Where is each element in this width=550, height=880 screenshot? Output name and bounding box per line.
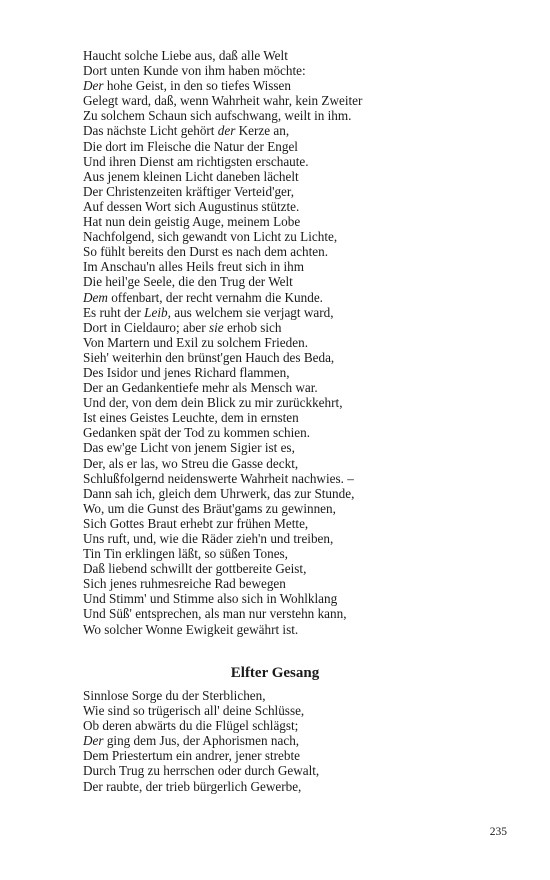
verse-line [83, 108, 503, 123]
verse-text: Es ruht der [83, 304, 145, 320]
verse-text: Durch Trug zu herrschen oder durch Gewalt, [83, 763, 320, 779]
verse-line [83, 516, 503, 531]
verse-text: Dort unten Kunde von ihm haben möchte: [83, 63, 306, 79]
verse-line [83, 184, 503, 199]
verse-text: Hat nun dein geistig Auge, meinem Lobe [83, 214, 301, 230]
verse-text: Sinnlose Sorge du der Sterblichen, [83, 688, 266, 703]
verse-line [83, 93, 503, 108]
verse-text: Im Anschau'n alles Heils freut sich in ihm [83, 259, 305, 275]
verse-line [83, 169, 503, 184]
verse-text: Sieh' weiterhin den brünst'gen Hauch des Beda, [83, 349, 335, 365]
verse-block-before [83, 48, 503, 637]
verse-line [83, 606, 503, 621]
verse-line [83, 123, 503, 138]
verse-line [83, 576, 503, 591]
verse-line [83, 546, 503, 561]
verse-line [83, 320, 503, 335]
verse-emphasis: Der [83, 78, 104, 94]
verse-line [83, 501, 503, 516]
verse-line [83, 748, 503, 763]
canto-heading: Elfter Gesang [230, 665, 320, 681]
verse-text: Der an Gedankentiefe mehr als Mensch war. [83, 380, 318, 396]
verse-line [83, 622, 503, 637]
verse-line [83, 779, 503, 794]
verse-emphasis: Dem [83, 289, 108, 305]
verse-text: Gelegt ward, daß, wenn Wahrheit wahr, kein Zweiter [83, 93, 363, 109]
verse-line [83, 350, 503, 365]
verse-text: Der raubte, der trieb bürgerlich Gewerbe, [83, 778, 302, 794]
verse-text: Und Stimm' und Stimme also sich in Wohlklang [83, 591, 338, 607]
verse-line [83, 78, 503, 93]
verse-text: Uns ruft, und, wie die Räder zieh'n und treiben, [83, 531, 334, 546]
verse-line [83, 763, 503, 778]
verse-emphasis: sie [208, 319, 224, 335]
verse-text: Auf dessen Wort sich Augustinus stützte. [83, 198, 300, 214]
verse-line [83, 48, 503, 63]
verse-text: Dann sah ich, gleich dem Uhrwerk, das zur Stunde, [83, 485, 355, 501]
verse-line [83, 456, 503, 471]
verse-text: Der Christenzeiten kräftiger Verteid'ger, [83, 183, 295, 199]
verse-line [83, 214, 503, 229]
verse-line [83, 486, 503, 501]
verse-line [83, 244, 503, 259]
verse-text: Und ihren Dienst am richtigsten erschaute. [83, 153, 309, 169]
verse-emphasis: der [217, 123, 236, 139]
verse-text: Das ew'ge Licht von jenem Sigier ist es, [83, 440, 295, 456]
verse-text: Tin Tin erklingen läßt, so süßen Tones, [83, 546, 288, 562]
verse-line [83, 395, 503, 410]
verse-block-after [83, 688, 503, 794]
verse-text: Zu solchem Schaun sich aufschwang, weilt in ihm. [83, 108, 352, 124]
verse-line [83, 199, 503, 214]
verse-text: Nachfolgend, sich gewandt von Licht zu Lichte, [83, 229, 338, 245]
verse-line [83, 63, 503, 78]
verse-text: Kerze an, [235, 123, 290, 139]
verse-text: Die dort im Fleische die Natur der Engel [83, 138, 298, 154]
verse-line [83, 365, 503, 380]
verse-text: So fühlt bereits den Durst es nach dem achten. [83, 244, 328, 260]
verse-text: Sich Gottes Braut erhebt zur frühen Mette, [83, 515, 309, 531]
verse-line [83, 733, 503, 748]
verse-line [83, 440, 503, 455]
verse-line [83, 703, 503, 718]
verse-emphasis: Der [83, 733, 104, 749]
verse-text: Wo, um die Gunst des Bräut'gams zu gewinnen, [83, 500, 336, 516]
verse-text: Und der, von dem dein Blick zu mir zurückkehrt, [83, 395, 343, 411]
verse-line [83, 335, 503, 350]
verse-text: Die heil'ge Seele, die den Trug der Welt [83, 274, 293, 290]
verse-text: aus welchem sie verjagt ward, [170, 304, 334, 320]
verse-text: Ist eines Geistes Leuchte, dem in ernsten [83, 410, 299, 426]
verse-line [83, 274, 503, 289]
verse-text: Haucht solche Liebe aus, daß alle Welt [83, 48, 288, 63]
verse-text: offenbart, der recht vernahm die Kunde. [107, 289, 323, 305]
verse-text: Des Isidor und jenes Richard flammen, [83, 364, 290, 380]
verse-text: Aus jenem kleinen Licht daneben lächelt [83, 168, 299, 184]
verse-text: Von Martern und Exil zu solchem Frieden. [83, 334, 308, 350]
verse-line [83, 591, 503, 606]
verse-emphasis: Leib, [144, 304, 171, 320]
verse-line [83, 380, 503, 395]
verse-text: Sich jenes ruhmesreiche Rad bewegen [83, 576, 286, 592]
verse-line [83, 259, 503, 274]
verse-text: Daß liebend schwillt der gottbereite Geist, [83, 561, 307, 577]
verse-text: Schlußfolgernd neidenswerte Wahrheit nachwies. – [83, 470, 354, 486]
verse-line [83, 531, 503, 546]
verse-text: Dem Priestertum ein andrer, jener strebte [83, 748, 300, 764]
verse-text: erhob sich [223, 319, 282, 335]
verse-line [83, 410, 503, 425]
verse-text: Das nächste Licht gehört [83, 123, 218, 139]
verse-line [83, 471, 503, 486]
verse-line [83, 718, 503, 733]
verse-text: Gedanken spät der Tod zu kommen schien. [83, 425, 310, 441]
verse-text: Ob deren abwärts du die Flügel schlägst; [83, 718, 299, 734]
verse-text: Wie sind so trügerisch all' deine Schlüsse, [83, 703, 305, 719]
verse-text: Dort in Cieldauro; aber [83, 319, 209, 335]
verse-line [83, 154, 503, 169]
verse-line [83, 139, 503, 154]
verse-text: Der, als er las, wo Streu die Gasse deckt, [83, 455, 299, 471]
page-number: 235 [489, 826, 507, 838]
verse-line [83, 290, 503, 305]
verse-line [83, 229, 503, 244]
verse-text: ging dem Jus, der Aphorismen nach, [103, 733, 300, 749]
verse-text: Wo solcher Wonne Ewigkeit gewährt ist. [83, 621, 299, 637]
verse-text: hohe Geist, in den so tiefes Wissen [103, 78, 291, 94]
verse-line [83, 305, 503, 320]
verse-line [83, 688, 503, 703]
verse-line [83, 425, 503, 440]
verse-text: Und Süß' entsprechen, als man nur verstehn kann, [83, 606, 347, 622]
verse-line [83, 561, 503, 576]
